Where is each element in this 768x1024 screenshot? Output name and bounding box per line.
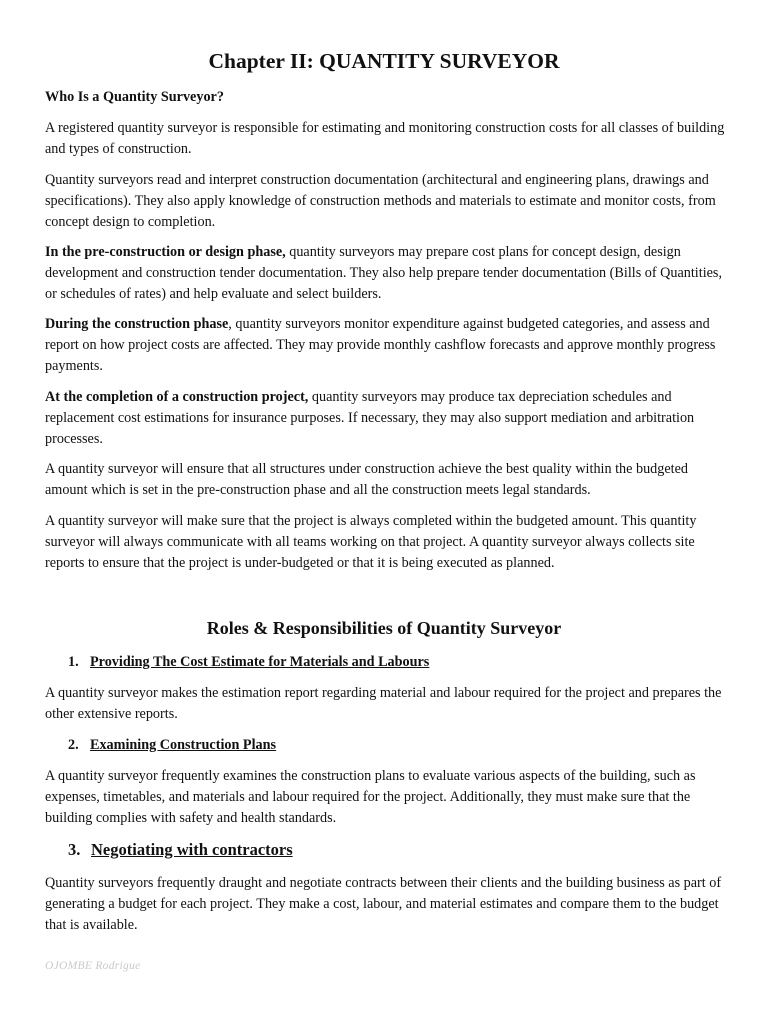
construction-phase-text: , quantity surveyors monitor expenditure against budgeted categories, and assess and report on how project costs are affected. They may provide monthly cashflow forecasts and approve monthly progress payments. [45,316,716,374]
question-heading: Who Is a Quantity Surveyor? [45,89,224,105]
construction-phase-lead: During the construction phase [45,316,229,332]
completion-lead: At the completion of a construction project, [45,389,309,405]
chapter-title: Chapter II: QUANTITY SURVEYOR [208,49,560,73]
pre-construction-paragraph [45,242,729,305]
completion-text: quantity surveyors may produce tax depreciation schedules and replacement cost estimations for insurance purposes. If necessary, they may also support mediation and arbitration processes. [45,389,695,447]
pre-construction-text: quantity surveyors may prepare cost plans for concept design, design development and construction tender documentation. They also help prepare tender documentation (Bills of Quantities, or schedules of rates) and help evaluate and select builders. [45,244,722,302]
role-item-1-body: A quantity surveyor makes the estimation report regarding material and labour required for the project and prepares the other extensive reports. [45,685,722,722]
completion-paragraph [45,387,729,450]
role-item-2-body: A quantity surveyor frequently examines the construction plans to evaluate various aspects of the building, such as expenses, timetables, and materials and labour required for the project. Additionally, they must make sure that the building complies with safety and health standards. [45,768,696,826]
role-item-2-number: 2. [68,737,79,753]
role-item-2-heading [68,735,728,756]
intro-paragraph-2: Quantity surveyors read and interpret construction documentation (architectural and engineering plans, drawings and specifications). They also apply knowledge of construction methods and materials to estimate and monitor costs, from concept design to completion. [45,172,716,230]
intro-paragraph-7: A quantity surveyor will make sure that the project is always completed within the budgeted amount. This quantity surveyor will always communicate with all teams working on that project. A quantity surveyor always collects site reports to ensure that the project is under-budgeted or that it is being executed as planned. [45,513,697,571]
role-item-1-number: 1. [68,654,79,670]
role-item-2-title: Examining Construction Plans [90,737,277,753]
intro-paragraph-1: A registered quantity surveyor is responsible for estimating and monitoring construction costs for all classes of building and types of construction. [45,120,725,157]
role-item-1-title: Providing The Cost Estimate for Materials and Labours [90,654,430,670]
role-item-3-heading [68,839,728,861]
intro-paragraph-6: A quantity surveyor will ensure that all structures under construction achieve the best quality within the budgeted amount which is set in the pre-construction phase and all the construction meets legal standards. [45,461,689,498]
role-item-3-body: Quantity surveyors frequently draught and negotiate contracts between their clients and the building business as part of generating a budget for each project. They make a cost, labour, and material estimates and compare them to the budget that is available. [45,875,722,933]
pre-construction-lead: In the pre-construction or design phase, [45,244,286,260]
construction-phase-paragraph [45,314,729,377]
role-item-3-number: 3. [68,840,81,859]
roles-section-title: Roles & Responsibilities of Quantity Surveyor [206,618,562,638]
role-item-1-heading [68,652,728,673]
footer-author: OJOMBE Rodrigue [45,960,141,972]
role-item-3-title: Negotiating with contractors [91,840,293,859]
